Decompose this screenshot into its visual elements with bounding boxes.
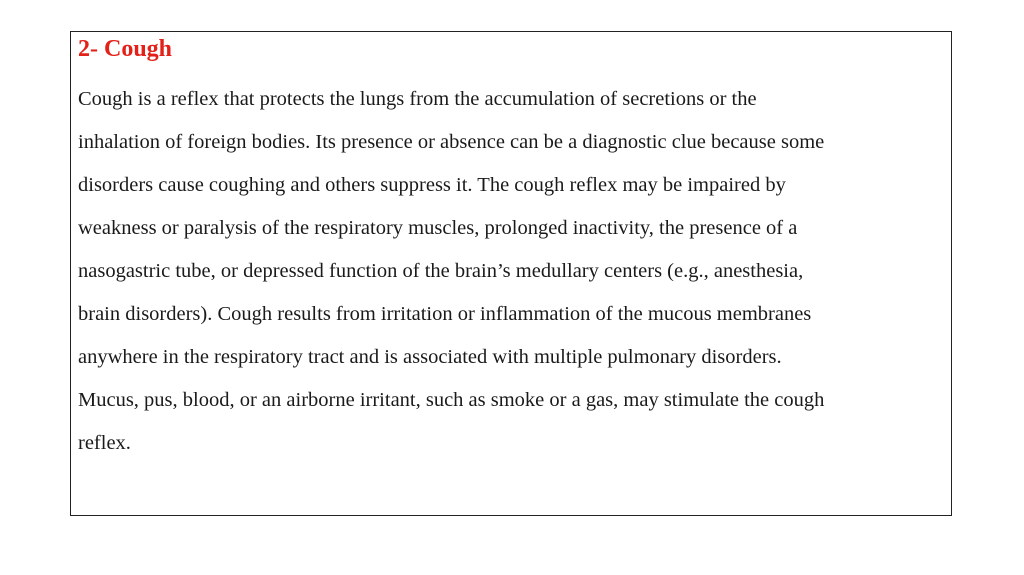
body-line: Cough is a reflex that protects the lungs from the accumulation of secretions or the bbox=[78, 88, 757, 110]
body-line: reflex. bbox=[78, 432, 131, 454]
body-line: disorders cause coughing and others suppress it. The cough reflex may be impaired by bbox=[78, 174, 786, 196]
body-line: Mucus, pus, blood, or an airborne irritant, such as smoke or a gas, may stimulate the cough bbox=[78, 389, 825, 411]
body-line: inhalation of foreign bodies. Its presence or absence can be a diagnostic clue because some bbox=[78, 131, 825, 153]
body-line: nasogastric tube, or depressed function of the brain’s medullary centers (e.g., anesthesia, bbox=[78, 260, 804, 282]
body-line: brain disorders). Cough results from irritation or inflammation of the mucous membranes bbox=[78, 303, 812, 325]
slide-heading: 2- Cough bbox=[78, 36, 173, 62]
body-line: weakness or paralysis of the respiratory muscles, prolonged inactivity, the presence of a bbox=[78, 217, 798, 239]
content-text-box bbox=[70, 31, 952, 516]
body-paragraph bbox=[78, 78, 937, 465]
body-line: anywhere in the respiratory tract and is associated with multiple pulmonary disorders. bbox=[78, 346, 782, 368]
